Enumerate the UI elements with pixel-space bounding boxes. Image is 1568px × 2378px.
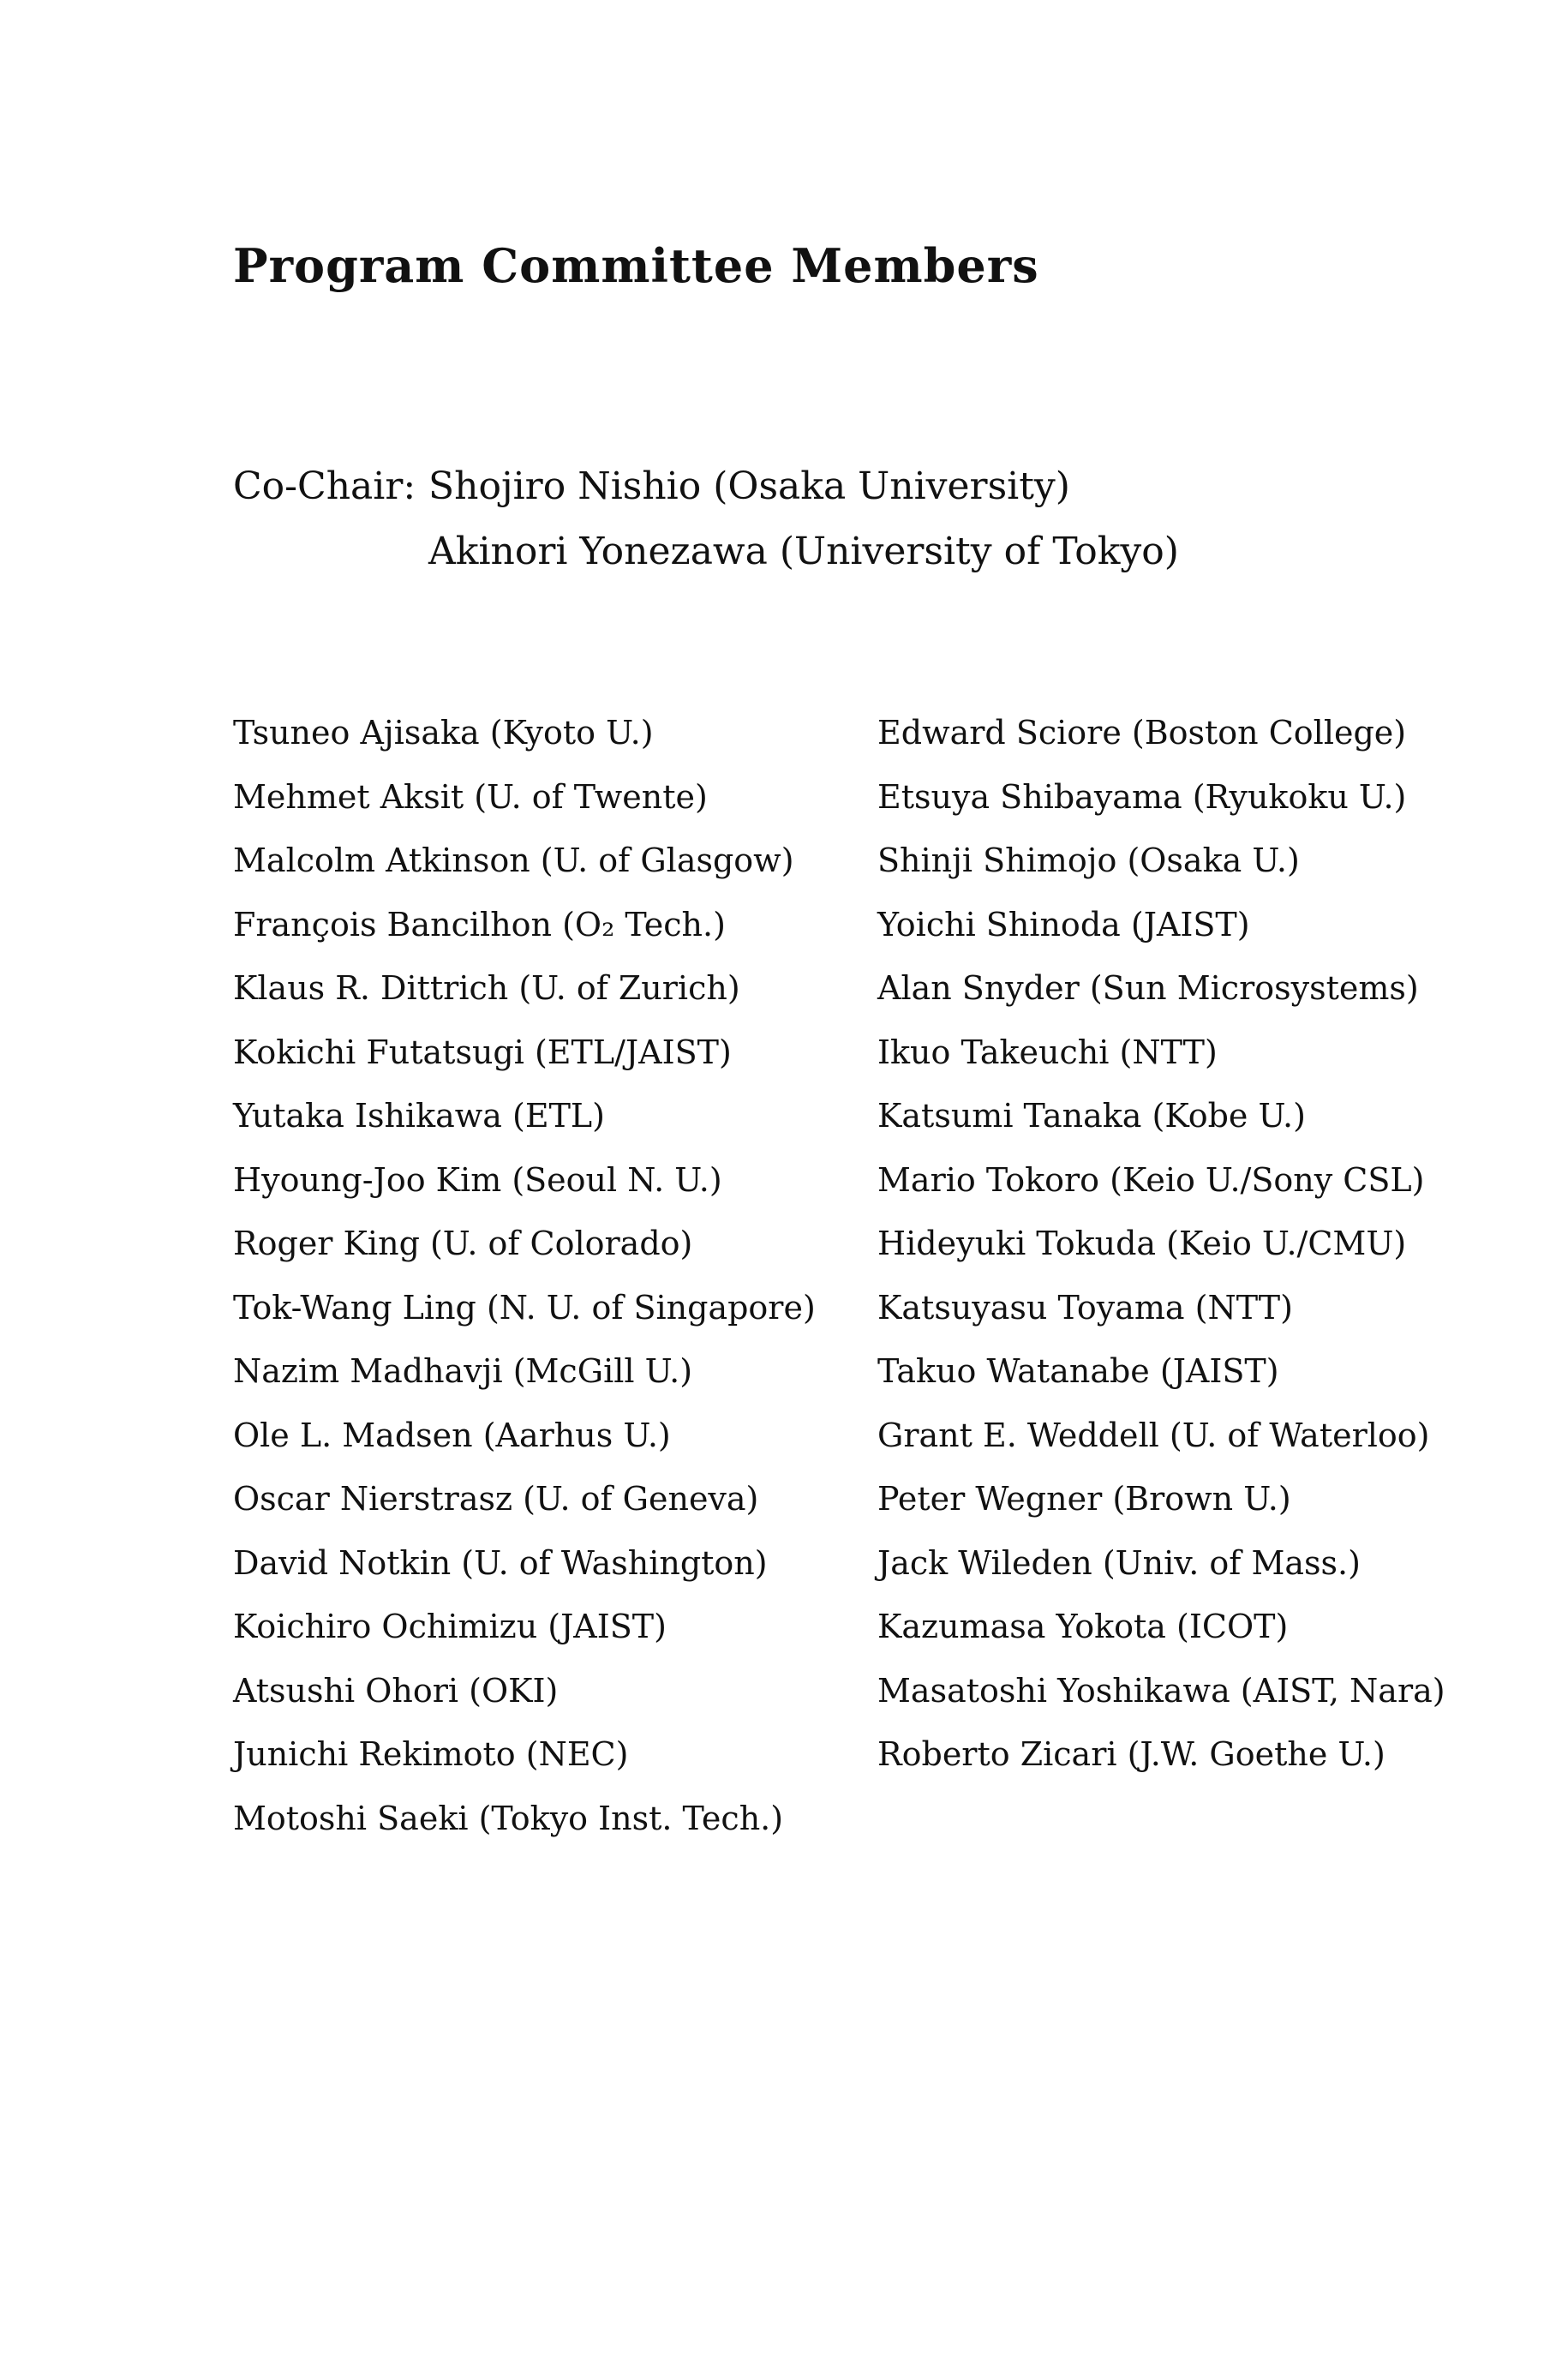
cochair-block	[233, 454, 1179, 584]
member-entry: Ikuo Takeuchi (NTT)	[877, 1033, 1218, 1071]
member-entry: Kazumasa Yokota (ICOT)	[877, 1608, 1289, 1645]
cochair-label-spacer	[233, 519, 428, 584]
cochair-name: Shojiro Nishio (Osaka University)	[428, 464, 1070, 508]
member-entry: Etsuya Shibayama (Ryukoku U.)	[877, 777, 1407, 816]
member-entry: Mehmet Aksit (U. of Twente)	[233, 777, 708, 816]
member-entry: Katsuyasu Toyama (NTT)	[877, 1288, 1293, 1327]
member-entry: Ole L. Madsen (Aarhus U.)	[233, 1416, 671, 1454]
member-entry: Tok-Wang Ling (N. U. of Singapore)	[233, 1288, 816, 1327]
member-entry: Oscar Nierstrasz (U. of Geneva)	[233, 1480, 759, 1518]
member-entry: Nazim Madhavji (McGill U.)	[233, 1352, 693, 1390]
member-entry: Roberto Zicari (J.W. Goethe U.)	[877, 1735, 1385, 1773]
member-entry: Tsuneo Ajisaka (Kyoto U.)	[233, 714, 654, 752]
member-entry: Hyoung-Joo Kim (Seoul N. U.)	[233, 1160, 722, 1199]
member-entry: Atsushi Ohori (OKI)	[233, 1671, 559, 1710]
member-entry: David Notkin (U. of Washington)	[233, 1543, 768, 1582]
cochair-row	[233, 454, 1179, 519]
member-entry: Alan Snyder (Sun Microsystems)	[877, 969, 1419, 1007]
member-entry: Malcolm Atkinson (U. of Glasgow)	[233, 842, 794, 879]
member-entry: Motoshi Saeki (Tokyo Inst. Tech.)	[233, 1799, 784, 1837]
member-entry: Roger King (U. of Colorado)	[233, 1225, 693, 1262]
member-entry: Yutaka Ishikawa (ETL)	[233, 1097, 605, 1135]
member-entry: Jack Wileden (Univ. of Mass.)	[877, 1543, 1361, 1582]
members-right-column	[877, 701, 1445, 1787]
member-entry: Katsumi Tanaka (Kobe U.)	[877, 1097, 1306, 1135]
member-entry: Takuo Watanabe (JAIST)	[877, 1352, 1279, 1390]
member-entry: Koichiro Ochimizu (JAIST)	[233, 1608, 667, 1645]
members-left-column	[233, 701, 816, 1850]
member-entry: Edward Sciore (Boston College)	[877, 714, 1407, 752]
member-entry: François Bancilhon (O₂ Tech.)	[233, 905, 726, 943]
member-entry: Mario Tokoro (Keio U./Sony CSL)	[877, 1160, 1425, 1199]
member-entry: Grant E. Weddell (U. of Waterloo)	[877, 1416, 1430, 1454]
cochair-label: Co-Chair:	[233, 464, 416, 508]
cochair-name: Akinori Yonezawa (University of Tokyo)	[428, 530, 1179, 573]
page-title: Program Committee Members	[233, 238, 1039, 293]
member-entry: Klaus R. Dittrich (U. of Zurich)	[233, 969, 740, 1007]
member-entry: Masatoshi Yoshikawa (AIST, Nara)	[877, 1671, 1445, 1710]
member-entry: Kokichi Futatsugi (ETL/JAIST)	[233, 1033, 732, 1071]
cochair-row	[233, 519, 1179, 584]
member-entry: Yoichi Shinoda (JAIST)	[877, 905, 1250, 943]
member-entry: Shinji Shimojo (Osaka U.)	[877, 842, 1300, 879]
member-entry: Junichi Rekimoto (NEC)	[233, 1735, 629, 1773]
member-entry: Hideyuki Tokuda (Keio U./CMU)	[877, 1225, 1407, 1262]
member-entry: Peter Wegner (Brown U.)	[877, 1480, 1291, 1518]
